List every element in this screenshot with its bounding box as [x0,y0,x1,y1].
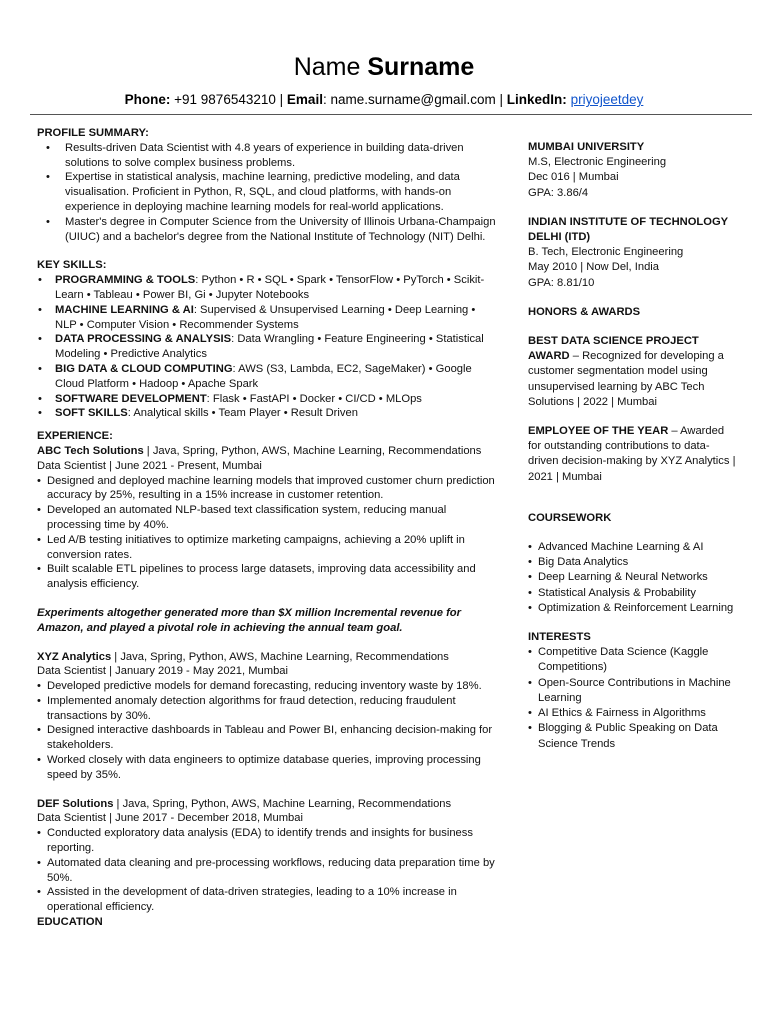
honors-heading: HONORS & AWARDS [528,305,641,318]
company-name: XYZ Analytics [37,650,112,663]
skill-label: SOFT SKILLS [55,407,128,420]
skill-text: : AWS (S3, Lambda, EC2, SageMaker) • Google Cloud Platform • Hadoop • Apache Spark [55,362,472,390]
skills-list [37,273,499,421]
job-bullet: • Developed predictive models for demand forecasting, reducing inventory waste by 18%. [37,679,499,694]
company-name: DEF Solutions [37,797,114,810]
phone-label: Phone: [124,92,171,107]
candidate-name [0,50,768,84]
education-heading: EDUCATION [37,916,103,929]
school-name: MUMBAI UNIVERSITY [528,141,645,153]
skills-heading: KEY SKILLS: [37,259,107,272]
tech-stack: | Java, Spring, Python, AWS, Machine Learning, Recommendations [111,650,449,663]
education-entry [528,215,738,291]
award-entry [528,424,738,485]
profile-item: • Expertise in statistical analysis, machine learning, predictive modeling, and data visualisation. Proficient in Python, R, SQL, and cloud platforms, with hands-on experience in deploying machine learning models for real-world applications. [37,170,499,214]
interest-item: • Blogging & Public Speaking on Data Science Trends [528,721,738,751]
skill-item [37,332,499,362]
skill-text: : Flask • FastAPI • Docker • CI/CD • MLOps [206,392,422,405]
job-bullet: • Worked closely with data engineers to optimize database queries, improving processing speed by 35%. [37,753,499,783]
course-item: • Big Data Analytics [528,555,738,570]
email-label: Email [286,92,323,107]
job-header [37,797,499,812]
skill-item [37,392,499,407]
email-colon: : [322,92,327,107]
skill-text: : Supervised & Unsupervised Learning • Deep Learning • NLP • Computer Vision • Recommender Systems [55,303,476,331]
job-bullet: • Designed and deployed machine learning models that improved customer churn prediction accuracy by 25%, resulting in a 15% increase in customer retention. [37,474,499,504]
education-dates: Dec 016 | Mumbai [528,171,619,184]
profile-heading: PROFILE SUMMARY: [37,127,149,139]
course-item: • Statistical Analysis & Probability [528,586,738,601]
job-bullets [37,826,499,915]
experience-heading: EXPERIENCE: [37,430,113,443]
degree: B. Tech, Electronic Engineering [528,246,684,259]
course-item: • Optimization & Reinforcement Learning [528,601,738,616]
skill-item [37,362,499,392]
skill-label: MACHINE LEARNING & AI [55,303,194,316]
education-dates: May 2010 | Now Del, India [528,261,660,274]
job-bullet: • Designed interactive dashboards in Tableau and Power BI, enhancing decision-making for stakeholders. [37,723,499,753]
header-divider [30,114,752,115]
skill-text: : Data Wrangling • Feature Engineering • Statistical Modeling • Predictive Analytics [55,333,484,361]
job-bullet: • Implemented anomaly detection algorithms for fraud detection, reducing fraudulent transactions by 30%. [37,694,499,724]
job-bullet: • Led A/B testing initiatives to optimize marketing campaigns, achieving a 20% uplift in conversion rates. [37,533,499,563]
gpa: GPA: 3.86/4 [528,186,589,199]
education-entry [528,140,738,201]
profile-item: • Master's degree in Computer Science from the University of Illinois Urbana-Champaign (UIUC) and a bachelor's degree from the National Institute of Technology (NIT) Delhi. [37,215,499,245]
company-name: ABC Tech Solutions [37,444,144,457]
job-role: Data Scientist | January 2019 - May 2021, Mumbai [37,665,289,678]
profile-item: • Results-driven Data Scientist with 4.8 years of experience in building data-driven solutions to solve complex business problems. [37,141,499,171]
skill-label: BIG DATA & CLOUD COMPUTING [55,362,233,375]
job-bullets [37,474,499,592]
award-entry [528,334,738,410]
interest-item: • Open-Source Contributions in Machine Learning [528,676,738,706]
contact-line [0,91,768,109]
skill-text: : Analytical skills • Team Player • Result Driven [127,407,358,420]
skill-label: DATA PROCESSING & ANALYSIS [55,333,232,346]
skill-item [37,273,499,303]
job-header [37,444,499,459]
skill-item [37,303,499,333]
school-name: INDIAN INSTITUTE OF TECHNOLOGY DELHI (ITD) [528,215,728,244]
interests-heading: INTERESTS [528,631,591,644]
course-item: • Deep Learning & Neural Networks [528,570,738,585]
linkedin-link[interactable]: priyojeetdey [570,92,644,107]
profile-list [37,141,499,245]
interests-list [528,645,738,751]
skill-label: PROGRAMMING & TOOLS [55,274,196,287]
degree: M.S, Electronic Engineering [528,156,667,169]
tech-stack: | Java, Spring, Python, AWS, Machine Learning, Recommendations [113,797,452,810]
tech-stack: | Java, Spring, Python, AWS, Machine Learning, Recommendations [143,444,482,457]
coursework-heading: COURSEWORK [528,511,612,524]
award-title: BEST DATA SCIENCE PROJECT AWARD [528,335,699,363]
email-address: name.surname@gmail.com [330,92,496,107]
job-role: Data Scientist | June 2017 - December 2018, Mumbai [37,812,303,825]
job-bullet: • Conducted exploratory data analysis (EDA) to identify trends and insights for business reporting. [37,826,499,856]
side-column [528,140,738,752]
separator: | [279,92,284,107]
job-role: Data Scientist | June 2021 - Present, Mumbai [37,459,262,472]
skill-label: SOFTWARE DEVELOPMENT [55,392,207,405]
last-name: Surname [367,53,475,81]
separator: | [499,92,504,107]
gpa: GPA: 8.81/10 [528,276,595,289]
job-bullet: • Developed an automated NLP-based text classification system, reducing manual processing time by 40%. [37,503,499,533]
award-text: – Recognized for developing a customer segmentation model using unsupervised learning by ABC Tech Solutions | 2022 | Mumbai [528,350,724,408]
job-header [37,650,499,665]
skill-text: : Python • R • SQL • Spark • TensorFlow • PyTorch • Scikit-Learn • Tableau • Power BI, Gi • Jupyter Notebooks [55,274,485,301]
interest-item: • AI Ethics & Fairness in Algorithms [528,706,738,721]
interest-item: • Competitive Data Science (Kaggle Competitions) [528,645,738,675]
coursework-list [528,540,738,616]
phone-number: +91 9876543210 [174,92,276,107]
job-bullet: • Assisted in the development of data-driven strategies, leading to a 10% increase in operational efficiency. [37,885,499,915]
job-bullet: • Automated data cleaning and pre-processing workflows, reducing data preparation time by 50%. [37,856,499,886]
job-bullet: • Built scalable ETL pipelines to process large datasets, improving data accessibility and analysis efficiency. [37,562,499,592]
award-text: – Awarded for outstanding contributions to data-driven decision-making by XYZ Analytics | 2021 | Mumbai [528,425,736,483]
impact-highlight: Experiments altogether generated more than $X million Incremental revenue for Amazon, and played a pivotal role in achieving the annual team goal. [37,606,461,634]
course-item: • Advanced Machine Learning & AI [528,540,738,555]
skill-item [37,406,499,421]
first-name: Name [293,53,361,81]
award-title: EMPLOYEE OF THE YEAR [528,425,669,438]
main-column [37,126,499,930]
job-bullets [37,679,499,783]
linkedin-label: LinkedIn: [506,92,567,107]
